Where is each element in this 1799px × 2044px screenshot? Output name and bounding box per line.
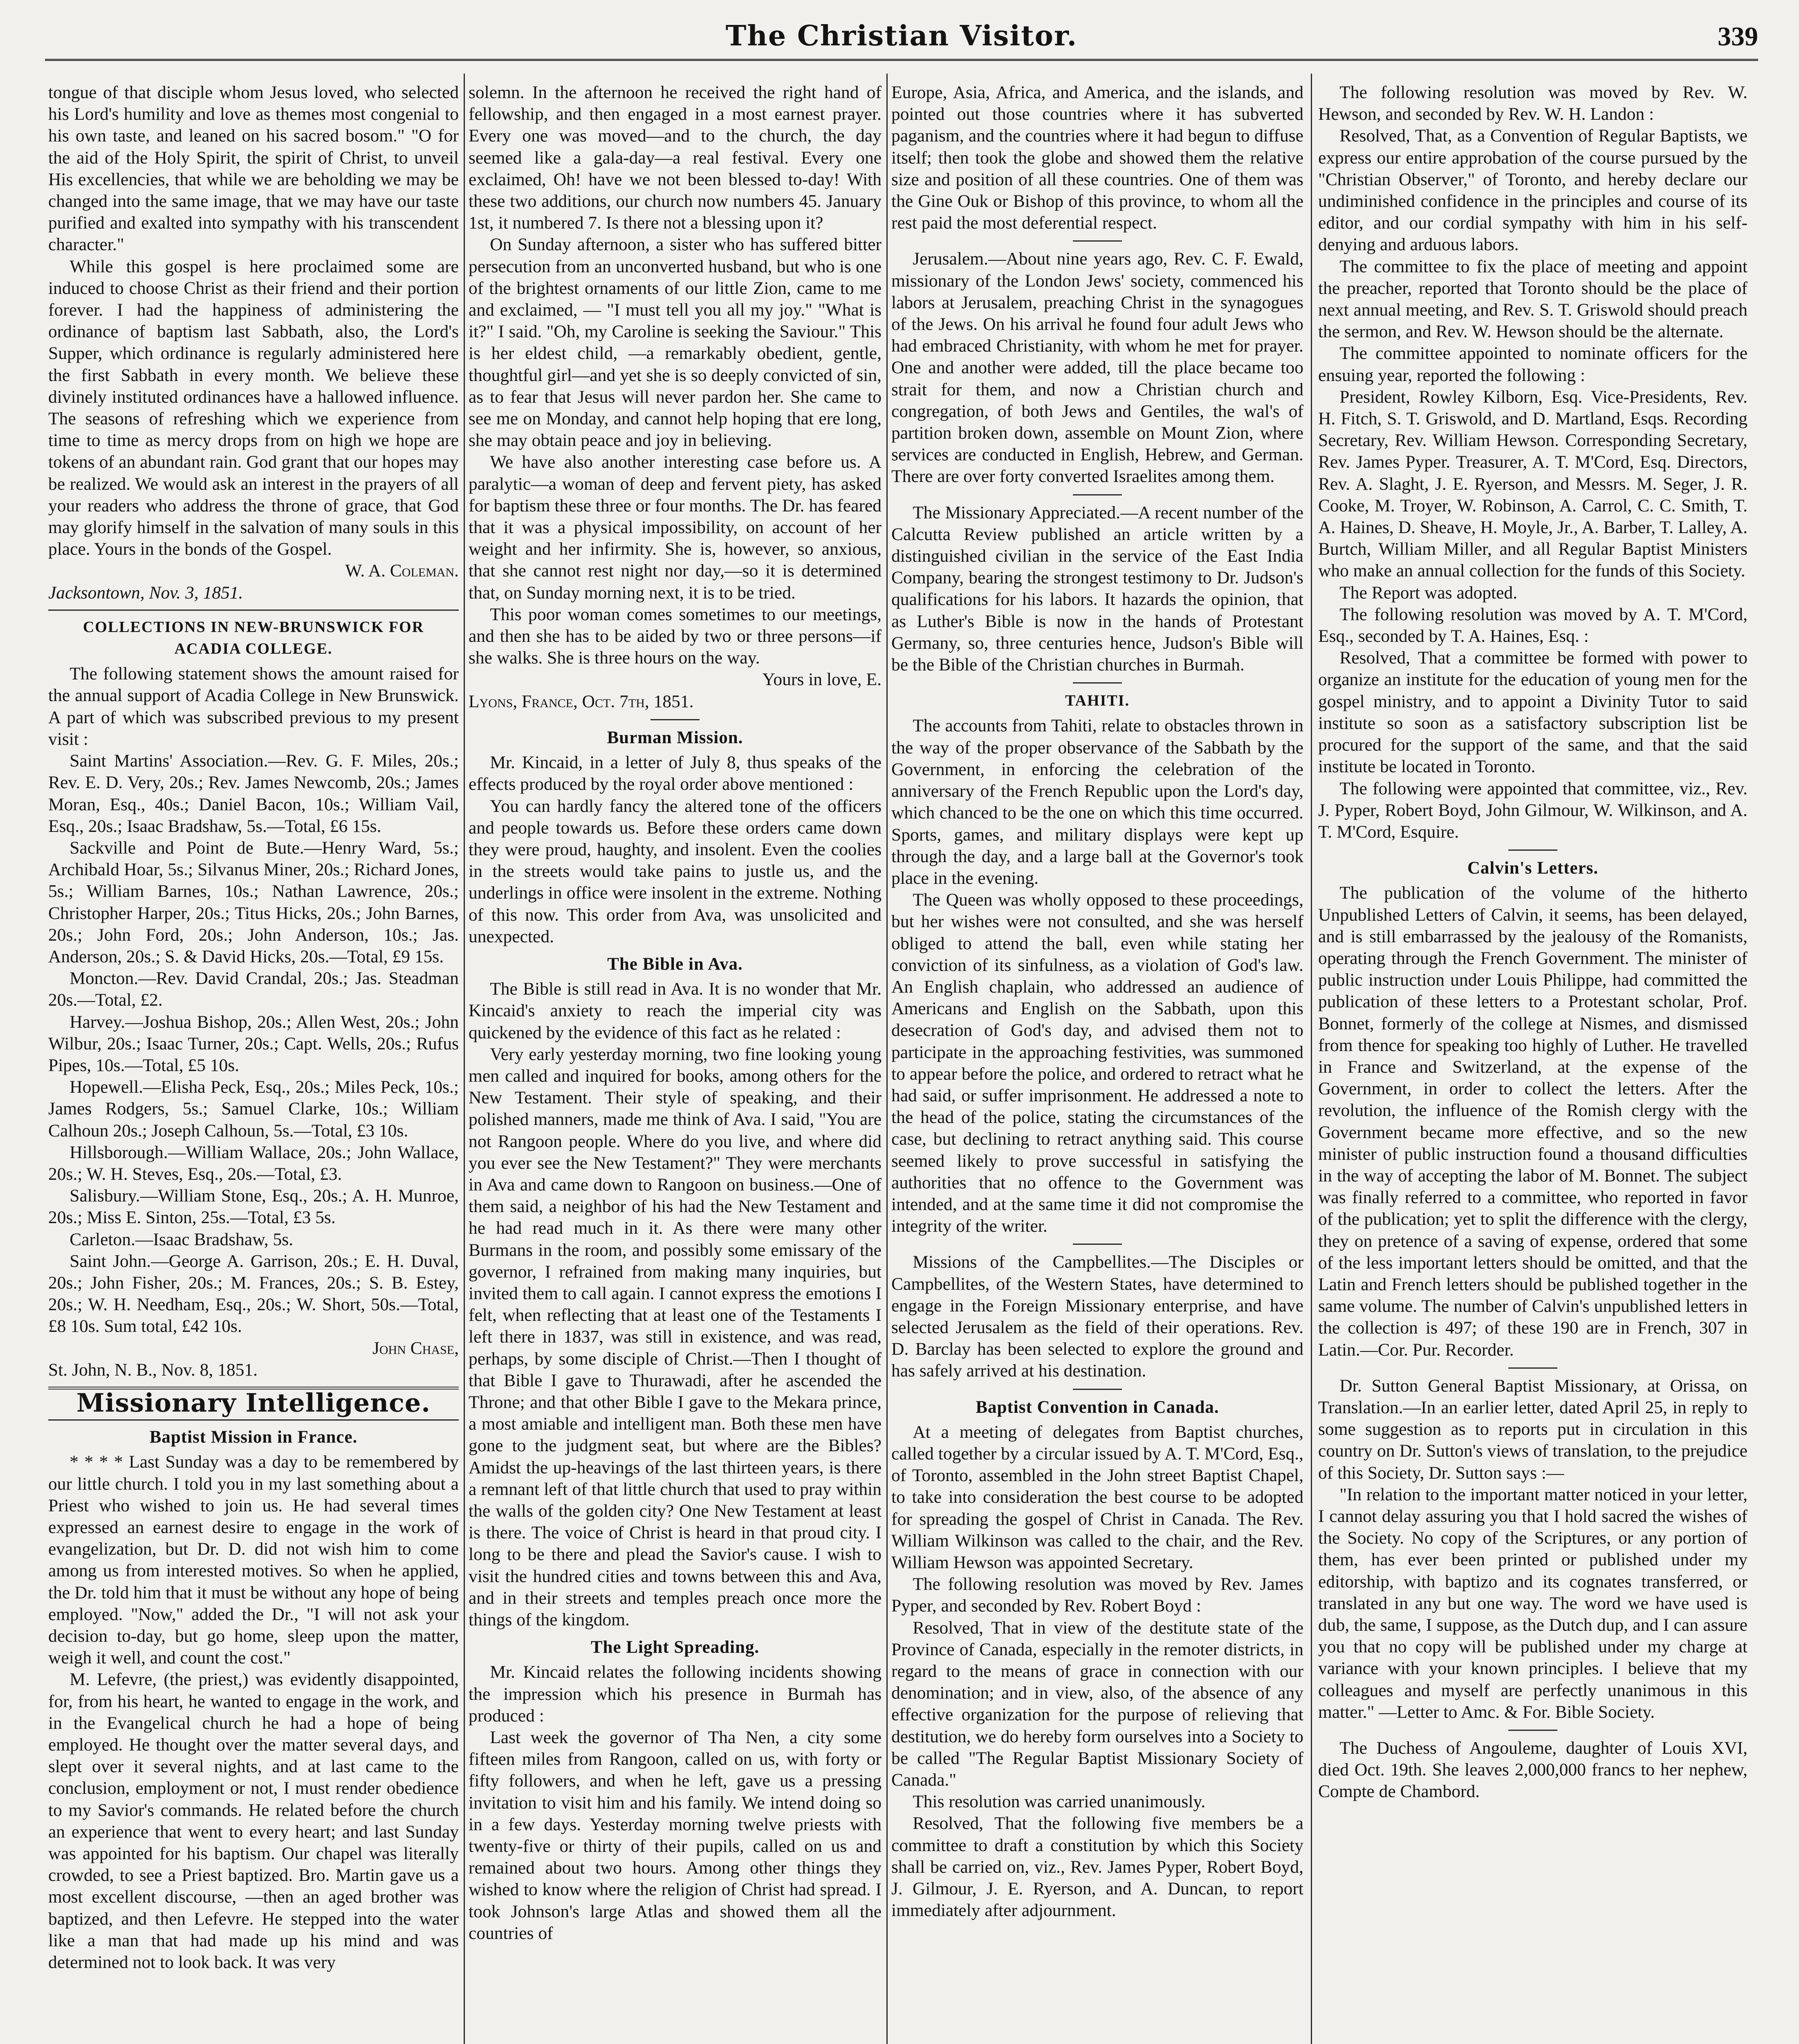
- article-heading: Burman Mission.: [607, 728, 743, 747]
- subscription-list: Saint Martins' Association.—Rev. G. F. Miles, 20s.; Rev. E. D. Very, 20s.; Rev. James Newcomb, 20s.; James Moran, Esq., 40s.; Daniel Bacon, 10s.; William Vail, Esq., 20s.; Isaac Bradshaw, 5s.—Total, £6 15s.: [48, 751, 459, 836]
- paragraph: You can hardly fancy the altered tone of the officers and people towards us. Before these orders came down they were proud, haughty, and insolent. Even the coolies in the streets would take pains to justle us, and the underlings in office were insolent in the extreme. Nothing of this now. This order from Ava, was unsolicited and unexpected.: [469, 796, 882, 946]
- paragraph: The following resolution was moved by Rev. W. Hewson, and seconded by Rev. W. H. Landon :: [1318, 83, 1747, 124]
- signature: John Chase,: [372, 1338, 459, 1358]
- subscription-list: Harvey.—Joshua Bishop, 20s.; Allen West, 20s.; John Wilbur, 20s.; Isaac Turner, 20s.; Capt. Wells, 20s.; Rufus Pipes, 10s.—Total, £5 10s.: [48, 1012, 459, 1075]
- paragraph: The publication of the volume of the hitherto Unpublished Letters of Calvin, it seems, has been delayed, and is still embarrassed by the jealousy of the Romanists, operating through the French Government. The minister of public instruction under Louis Philippe, had committed the publication of these letters to a Protestant scholar, Prof. Bonnet, formerly of the college at Nismes, and dismissed from thence for speaking too highly of Luther. He travelled in France and Switzerland, at the expense of the Government, in order to collect the letters. After the revolution, the influence of the Romish clergy with the Government became more effective, and so the new minister of public instruction found a thousand difficulties in the way of accepting the labor of M. Bonnet. The subject was finally referred to a committee, who reported in favor of the publication; yet to split the difference with the clergy, they on pretence of a saving of expense, ordered that some of the less important letters should be omitted, and that the Latin and French letters should be published together in the same volume. The number of Calvin's unpublished letters in the collection is 497; of these 190 are in French, 307 in Latin.—Cor. Pur. Recorder.: [1318, 883, 1747, 1360]
- subscription-list: Hopewell.—Elisha Peck, Esq., 20s.; Miles Peck, 10s.; James Rodgers, 5s.; Samuel Clarke, 10s.; William Calhoun 20s.; Joseph Calhoun, 5s.—Total, £3 10s.: [48, 1077, 459, 1141]
- paragraph: Mr. Kincaid relates the following incidents showing the impression which his presence in Burmah has produced :: [469, 1662, 882, 1726]
- separator-rule: [1073, 494, 1122, 495]
- article-heading: Calvin's Letters.: [1467, 858, 1599, 878]
- separator-rule: [1073, 682, 1122, 684]
- paragraph: "In relation to the important matter noticed in your letter, I cannot delay assuring you that I hold sacred the wishes of the Society. No copy of the Scriptures, or any portion of them, has ever been printed or published under my editorship, with baptizo and its cognates transferred, or translated in any but one way. The word we have used is dub, the same, I suppose, as the Dutch dup, and I can assure you that no copy will be published under my charge at variance with your known principles. I believe that my colleagues and myself are perfectly unanimous in this matter." —Letter to Amc. & For. Bible Society.: [1318, 1484, 1747, 1722]
- separator-rule: [1508, 1367, 1557, 1369]
- paragraph: The Bible is still read in Ava. It is no wonder that Mr. Kincaid's anxiety to reach the imperial city was quickened by the evidence of this fact as he related :: [469, 979, 882, 1042]
- paragraph: M. Lefevre, (the priest,) was evidently disappointed, for, from his heart, he wanted to engage in the work, and in the Evangelical church he had a hope of being employed. He thought over the matter several days, and slept over it several nights, and at last came to the conclusion, employment or not, I must render obedience to my Savior's commands. He related before the church an experience that went to every heart; and last Sunday was appointed for his baptism. Our chapel was literally crowded, to see a Priest baptized. Bro. Martin gave us a most excellent discourse, —then an aged brother was baptized, and then Lefevre. He stepped into the water like a man that had made up his mind and was determined not to look back. It was very: [48, 1670, 459, 1972]
- paragraph: On Sunday afternoon, a sister who has suffered bitter persecution from an unconverted husband, but who is one of the brightest ornaments of our little Zion, came to me and exclaimed, — "I must tell you all my joy." "What is it?" I said. "Oh, my Caroline is seeking the Saviour." This is her eldest child, —a remarkably obedient, gentle, thoughtful girl—and yet she is so deeply convicted of sin, as to fear that Jesus will never pardon her. She came to see me on Monday, and cannot help hoping that ere long, she may obtain peace and joy in believing.: [469, 235, 882, 450]
- department-heading: Missionary Intelligence.: [76, 1387, 431, 1418]
- article-heading: The Light Spreading.: [590, 1638, 760, 1657]
- paragraph: The following statement shows the amount raised for the annual support of Acadia College in New Brunswick. A part of which was subscribed previous to my present visit :: [48, 664, 459, 749]
- paragraph: solemn. In the afternoon he received the right hand of fellowship, and then engaged in a most earnest prayer. Every one was moved—and to the church, the day seemed like a gala-day—a real festival. Every one exclaimed, Oh! have we not been blessed to-day! With these two additions, our church now numbers 45. January 1st, it numbered 7. Is there not a blessing upon it?: [469, 83, 882, 233]
- subscription-list: Salisbury.—William Stone, Esq., 20s.; A. H. Munroe, 20s.; Miss E. Sinton, 25s.—Total, £3 5s.: [48, 1186, 459, 1228]
- article-heading: TAHITI.: [1065, 692, 1130, 710]
- paragraph: The committee appointed to nominate officers for the ensuing year, reported the following :: [1318, 343, 1747, 385]
- paragraph: The accounts from Tahiti, relate to obstacles thrown in the way of the proper observance of the Sabbath by the Government, in enforcing the celebration of the anniversary of the French Republic upon the Lord's day, which chanced to be the one on which this time occurred. Sports, games, and military displays were kept up through the day, and a large ball at the Governor's took place in the evening.: [891, 716, 1303, 888]
- dateline: Jacksontown, Nov. 3, 1851.: [48, 583, 243, 603]
- paragraph: Mr. Kincaid, in a letter of July 8, thus speaks of the effects produced by the royal order above mentioned :: [469, 753, 882, 794]
- signature: W. A. Coleman.: [345, 561, 459, 581]
- paragraph: Dr. Sutton General Baptist Missionary, at Orissa, on Translation.—In an earlier letter, dated April 25, in reply to some suggestion as to reports put in circulation in this country on Dr. Sutton's views of translation, to the prejudice of this Society, Dr. Sutton says :—: [1318, 1376, 1747, 1483]
- article-heading: Baptist Mission in France.: [149, 1428, 358, 1447]
- column-2: [469, 82, 882, 2044]
- page-number: 339: [1718, 22, 1758, 52]
- column-4: [1318, 82, 1747, 2044]
- separator-rule: [651, 719, 700, 720]
- section-rule: [48, 1419, 459, 1421]
- subscription-list: Carleton.—Isaac Bradshaw, 5s.: [70, 1229, 293, 1249]
- paragraph: The committee to fix the place of meeting and appoint the preacher, reported that Toronto should be the place of next annual meeting, and Rev. S. T. Griswold should preach the sermon, and Rev. W. Hewson should be the alternate.: [1318, 256, 1747, 342]
- newspaper-title: The Christian Visitor.: [725, 20, 1078, 52]
- paragraph: At a meeting of delegates from Baptist churches, called together by a circular issued by A. T. M'Cord, Esq., of Toronto, assembled in the John street Baptist Chapel, to take into consideration the best course to be adopted for spreading the gospel of Christ in Canada. The Rev. William Wilkinson was called to the chair, and the Rev. William Hewson was appointed Secretary.: [891, 1422, 1303, 1572]
- signature: Yours in love, E.: [762, 670, 882, 690]
- column-rule: [886, 74, 888, 2044]
- dateline: Lyons, France, Oct. 7th, 1851.: [469, 691, 694, 711]
- paragraph: While this gospel is here proclaimed some are induced to choose Christ as their friend and their portion forever. I had the happiness of administering the ordinance of baptism last Sabbath, also, the Lord's Supper, which ordinance is regularly administered here the first Sabbath in every month. We believe these divinely instituted ordinances have a hallowed influence. The seasons of refreshing which we experience from time to time as mercy drops from on high we hope are tokens of an abundant rain. God grant that our hopes may be realized. We would ask an interest in the prayers of all your readers who address the throne of grace, that God may glorify himself in the salvation of many souls in this place. Yours in the bonds of the Gospel.: [48, 256, 459, 559]
- paragraph: Resolved, That, as a Convention of Regular Baptists, we express our entire approbation of the course pursued by the "Christian Observer," of Toronto, and hereby declare our undiminished confidence in the principles and course of its editor, and our cordial sympathy with him in his self-denying and arduous labors.: [1318, 126, 1747, 255]
- separator-rule: [1073, 240, 1122, 242]
- paragraph: This resolution was carried unanimously.: [913, 1792, 1206, 1812]
- paragraph: We have also another interesting case before us. A paralytic—a woman of deep and fervent piety, has asked for baptism these three or four months. The Dr. has feared that it was a physical impossibility, on account of her weight and her infirmity. She is, however, so anxious, that she cannot rest night nor day,—so it is determined that, on Sunday morning next, it is to be tried.: [469, 452, 882, 603]
- subscription-list: Hillsborough.—William Wallace, 20s.; John Wallace, 20s.; W. H. Steves, Esq., 20s.—Total, £3.: [48, 1142, 459, 1184]
- paragraph: * * * * Last Sunday was a day to be remembered by our little church. I told you in my last something about a Priest who wished to join us. He had several times expressed an earnest desire to engage in the work of evangelization, but Dr. D. did not wish him to come among us from interested motives. So when he applied, the Dr. told him that it must be without any hope of being employed. "Now," added the Dr., "I will not ask your decision to-day, but go home, sleep upon the matter, weigh it well, and count the cost.": [48, 1452, 459, 1668]
- paragraph: tongue of that disciple whom Jesus loved, who selected his Lord's humility and love as themes most congenial to his own taste, and leaned on his sacred bosom." "O for the aid of the Holy Spirit, the spirit of Christ, to unveil His excellencies, that while we are beholding we may be changed into the same image, that we may have our taste purified and exalted into sympathy with his transcendent character.": [48, 83, 459, 255]
- paragraph: The following resolution was moved by Rev. James Pyper, and seconded by Rev. Robert Boyd :: [891, 1574, 1303, 1616]
- paragraph: This poor woman comes sometimes to our meetings, and then she has to be aided by two or three persons—if she walks. She is three hours on the way.: [469, 604, 882, 668]
- paragraph: Resolved, That in view of the destitute state of the Province of Canada, especially in the remoter districts, in regard to the means of grace in connection with our denomination; and in view, also, of the absence of any effective organization for the purpose of relieving that destitution, we do hereby form ourselves into a Society to be called "The Regular Baptist Missionary Society of Canada.": [891, 1618, 1303, 1790]
- paragraph: Jerusalem.—About nine years ago, Rev. C. F. Ewald, missionary of the London Jews' society, commenced his labors at Jerusalem, preaching Christ in the synagogues of the Jews. On his arrival he found four adult Jews who had embraced Christianity, with whom he met for prayer. One and another were added, till the place became too strait for them, and now a Christian church and congregation, of both Jews and Gentiles, the wal's of partition broken down, assemble on Mount Zion, where services are conducted in English, Hebrew, and German. There are over forty converted Israelites among them.: [891, 249, 1303, 486]
- article-heading: The Bible in Ava.: [607, 954, 743, 974]
- column-1: [48, 82, 459, 2044]
- paragraph: Missions of the Campbellites.—The Disciples or Campbellites, of the Western States, have determined to engage in the Foreign Missionary enterprise, and have selected Jerusalem as the field of their operations. Rev. D. Barclay has been selected to explore the ground and has safely arrived at his destination.: [891, 1252, 1303, 1381]
- column-rule: [464, 74, 465, 2044]
- paragraph: The Report was adopted.: [1339, 583, 1518, 603]
- column-rule: [1311, 74, 1312, 2044]
- masthead-rule: [45, 59, 1758, 63]
- dateline: St. John, N. B., Nov. 8, 1851.: [48, 1360, 258, 1380]
- section-heading: COLLECTIONS IN NEW-BRUNSWICK FOR ACADIA COLLEGE.: [83, 618, 424, 658]
- separator-rule: [1073, 1244, 1122, 1245]
- paragraph: Europe, Asia, Africa, and America, and the islands, and pointed out those countries where it has subverted paganism, and the countries where it had begun to diffuse itself; then took the globe and showed them the relative size and position of all these countries. One of them was the Gine Ouk or Bishop of this province, to whom all the rest paid the most deferential respect.: [891, 83, 1303, 233]
- subscription-list: Sackville and Point de Bute.—Henry Ward, 5s.; Archibald Hoar, 5s.; Silvanus Miner, 20s.; Richard Jones, 5s.; William Barnes, 10s.; Nathan Lawrence, 20s.; Christopher Harper, 20s.; Titus Hicks, 20s.; John Barnes, 20s.; John Ford, 20s.; John Anderson, 10s.; Jas. Anderson, 20s.; S. & David Hicks, 20s.—Total, £9 15s.: [48, 838, 459, 966]
- paragraph: President, Rowley Kilborn, Esq. Vice-Presidents, Rev. H. Fitch, S. T. Griswold, and D. Martland, Esqs. Recording Secretary, Rev. William Hewson. Corresponding Secretary, Rev. James Pyper. Treasurer, A. T. M'Cord, Esq. Directors, Rev. A. Slaght, J. E. Ryerson, and Messrs. M. Seger, J. R. Cooke, M. Troyer, W. Robinson, A. Carrol, C. C. Smith, T. A. Haines, D. Sheave, H. Moyle, Jr., A. Barber, T. Lalley, A. Burtch, William Miller, and all Regular Baptist Ministers who make an annual collection for the funds of this Society.: [1318, 387, 1747, 581]
- paragraph: Resolved, That a committee be formed with power to organize an institute for the education of young men for the gospel ministry, and to appoint a Divinity Tutor to said institute so soon as a satisfactory subscription list be procured for the support of the same, and that the said institute be located in Toronto.: [1318, 648, 1747, 777]
- paragraph: Resolved, That the following five members be a committee to draft a constitution by which this Society shall be carried on, viz., Rev. James Pyper, Robert Boyd, J. Gilmour, J. E. Ryerson, and A. Duncan, to report immediately after adjournment.: [891, 1813, 1303, 1921]
- section-rule: [48, 610, 459, 611]
- paragraph: The Duchess of Angouleme, daughter of Louis XVI, died Oct. 19th. She leaves 2,000,000 francs to her nephew, Compte de Chambord.: [1318, 1738, 1747, 1802]
- paragraph: The following resolution was moved by A. T. M'Cord, Esq., seconded by T. A. Haines, Esq. :: [1318, 604, 1747, 646]
- paragraph: Very early yesterday morning, two fine looking young men called and inquired for books, among others for the New Testament. Their style of speaking, and their polished manners, made me think of Ava. I said, "You are not Rangoon people. Where do you live, and where did you ever see the New Testament?" They were merchants in Ava and came down to Rangoon on business.—One of them said, a neighbor of his had the New Testament and he had read much in it. As there were many other Burmans in the room, and possibly some emissary of the governor, I refrained from making many inquiries, but invited them to call again. I cannot express the emotions I felt, when reflecting that at least one of the Testaments I left there in 1837, was still in existence, and was read, perhaps, by some disciple of Christ.—Then I thought of that Bible I gave to Thurawadi, after he ascended the Throne; and that other Bible I gave to the Mekara prince, a most amiable and intelligent man. Both these men have gone to the judgment seat, but where are the Bibles? Amidst the up-heavings of the last thirteen years, is there a remnant left of that little church that used to pray within the walls of the golden city? One New Testament at least is there. The voice of Christ is heard in that proud city. I long to be there and plead the Savior's cause. I wish to visit the hundred cities and towns between this and Ava, and in their streets and temples preach once more the things of the kingdom.: [469, 1044, 882, 1630]
- paragraph: The following were appointed that committee, viz., Rev. J. Pyper, Robert Boyd, John Gilmour, W. Wilkinson, and A. T. M'Cord, Esquire.: [1318, 778, 1747, 842]
- masthead: [45, 20, 1758, 65]
- paragraph: The Queen was wholly opposed to these proceedings, but her wishes were not consulted, and she was herself obliged to attend the ball, even while stating her conviction of its sinfulness, as a violation of God's law. An English chaplain, who addressed an audience of Americans and English on the Sabbath, upon this desecration of God's day, and advised them not to participate in the approaching festivities, was summoned to appear before the police, and ordered to retract what he had said, or suffer imprisonment. He addressed a note to the head of the police, stating the circumstances of the case, but declining to retract anything said. This course seemed likely to prove successful in satisfying the authorities that no offence to the Government was intended, and at the same time it did not compromise the integrity of the writer.: [891, 890, 1303, 1236]
- paragraph: The Missionary Appreciated.—A recent number of the Calcutta Review published an article written by a distinguished civilian in the service of the East India Company, bearing the strongest testimony to Dr. Judson's qualifications for his labors. It hazards the opinion, that as Luther's Bible is now in the hands of Protestant Germany, so, three centuries hence, Judson's Bible will be the Bible of the Christian churches in Burmah.: [891, 502, 1303, 675]
- article-heading: Baptist Convention in Canada.: [976, 1397, 1219, 1417]
- separator-rule: [1508, 849, 1557, 851]
- subscription-list: Moncton.—Rev. David Crandal, 20s.; Jas. Steadman 20s.—Total, £2.: [48, 968, 459, 1010]
- separator-rule: [1508, 1730, 1557, 1731]
- paragraph: Last week the governor of Tha Nen, a city some fifteen miles from Rangoon, called on us, with forty or fifty followers, and when he left, gave us a pressing invitation to visit him and his family. We intend doing so in a few days. Yesterday morning twelve priests with twenty-five or thirty of their pupils, called on us and remained about two hours. Among other things they wished to know where the religion of Christ had spread. I took Johnson's large Atlas and showed them all the countries of: [469, 1728, 882, 1943]
- subscription-list: Saint John.—George A. Garrison, 20s.; E. H. Duval, 20s.; John Fisher, 20s.; M. Frances, 20s.; S. B. Estey, 20s.; W. H. Needham, Esq., 20s.; W. Short, 50s.—Total, £8 10s. Sum total, £42 10s.: [48, 1251, 459, 1336]
- column-3: [891, 82, 1303, 2044]
- separator-rule: [1073, 1389, 1122, 1390]
